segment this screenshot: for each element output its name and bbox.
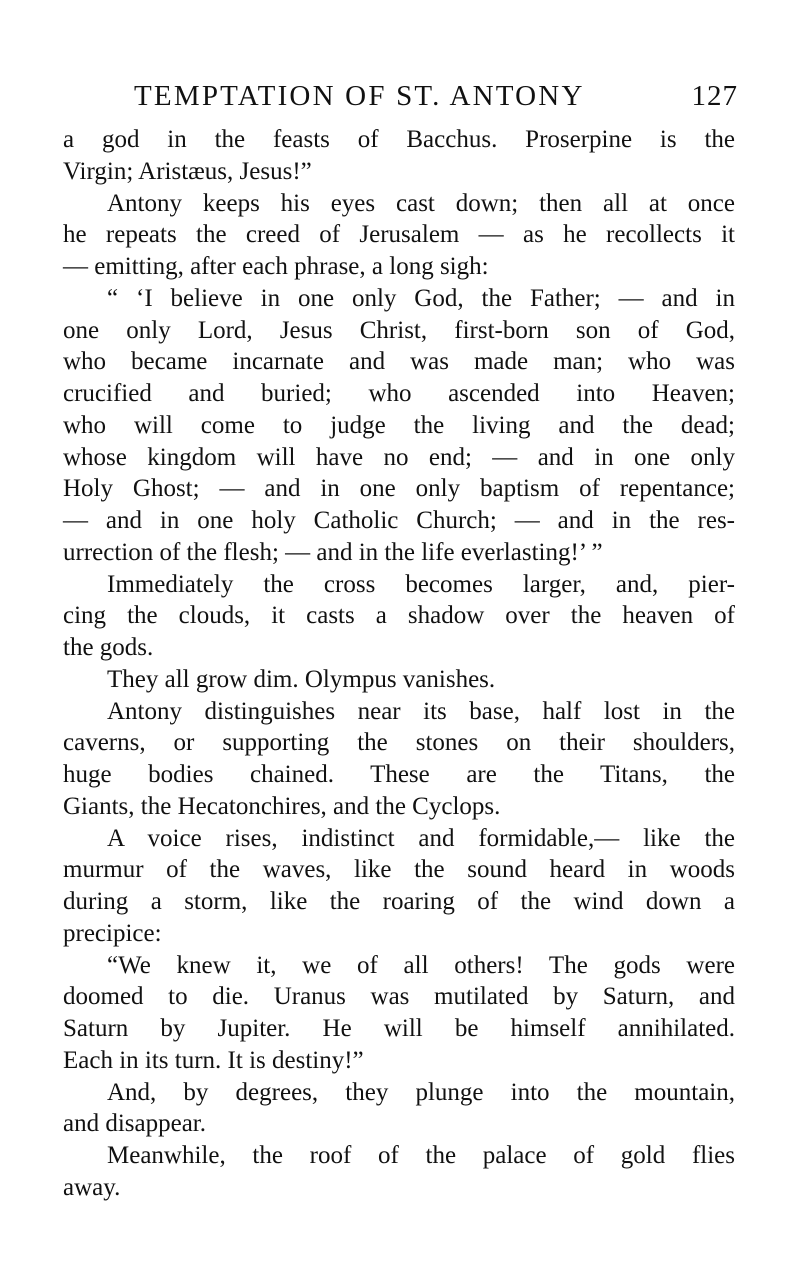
running-header: [134, 80, 738, 113]
text-line: Antony keeps his eyes cast down; then all at once: [107, 189, 735, 217]
paragraph: [63, 188, 735, 283]
paragraph: [63, 664, 735, 696]
text-line: cing the clouds, it casts a shadow over the heaven of: [63, 602, 735, 630]
text-line: — and in one holy Catholic Church; — and in the res-: [63, 507, 735, 534]
text-line: Holy Ghost; — and in one only baptism of repentance;: [63, 475, 735, 503]
paragraph: [63, 569, 735, 664]
paragraph: [63, 1140, 735, 1204]
text-line: murmur of the waves, like the sound heard in woods: [63, 856, 735, 884]
paragraph: [63, 823, 735, 950]
text-line: They all grow dim. Olympus vanishes.: [107, 665, 496, 693]
text-line: “We knew it, we of all others! The gods were: [107, 951, 735, 979]
text-line: Immediately the cross becomes larger, and, pier-: [107, 570, 735, 598]
text-line: Saturn by Jupiter. He will be himself annihilated.: [63, 1015, 735, 1042]
body-text: [63, 124, 735, 1204]
text-line: Meanwhile, the roof of the palace of gold flies: [107, 1142, 735, 1169]
page-number: 127: [691, 80, 738, 112]
text-line: during a storm, like the roaring of the wind down a: [63, 888, 735, 915]
text-line: he repeats the creed of Jerusalem — as he recollects it: [63, 221, 735, 249]
text-line: huge bodies chained. These are the Titans, the: [63, 761, 735, 788]
text-line: and disappear.: [63, 1110, 207, 1138]
text-line: the gods.: [63, 634, 154, 661]
text-line: urrection of the flesh; — and in the life everlasting!’ ”: [63, 538, 603, 566]
text-line: A voice rises, indistinct and formidable,— like the: [107, 824, 735, 852]
text-line: whose kingdom will have no end; — and in one only: [63, 443, 735, 471]
text-line: doomed to die. Uranus was mutilated by Saturn, and: [63, 983, 735, 1011]
text-line: And, by degrees, they plunge into the mountain,: [107, 1078, 735, 1106]
text-line: crucified and buried; who ascended into Heaven;: [63, 380, 735, 407]
text-line: a god in the feasts of Bacchus. Proserpine is the: [63, 126, 735, 153]
paragraph: [63, 1077, 735, 1141]
text-line: Giants, the Hecatonchires, and the Cyclops.: [63, 792, 501, 820]
paragraph: [63, 283, 735, 569]
text-line: — emitting, after each phrase, a long sigh:: [63, 253, 489, 280]
text-line: who will come to judge the living and the dead;: [63, 411, 735, 439]
text-line: who became incarnate and was made man; who was: [63, 348, 735, 376]
text-line: “ ‘I believe in one only God, the Father; — and in: [107, 284, 735, 312]
text-line: one only Lord, Jesus Christ, first-born son of God,: [63, 316, 735, 344]
text-line: Antony distinguishes near its base, half lost in the: [107, 697, 735, 725]
running-title: TEMPTATION OF ST. ANTONY: [134, 80, 585, 112]
text-line: precipice:: [63, 919, 162, 947]
paragraph: [63, 124, 735, 188]
text-line: Each in its turn. It is destiny!”: [63, 1046, 364, 1074]
paragraph: [63, 696, 735, 823]
text-line: away.: [63, 1173, 121, 1201]
paragraph: [63, 950, 735, 1077]
text-line: caverns, or supporting the stones on their shoulders,: [63, 729, 735, 757]
text-line: Virgin; Aristæus, Jesus!”: [63, 157, 312, 185]
